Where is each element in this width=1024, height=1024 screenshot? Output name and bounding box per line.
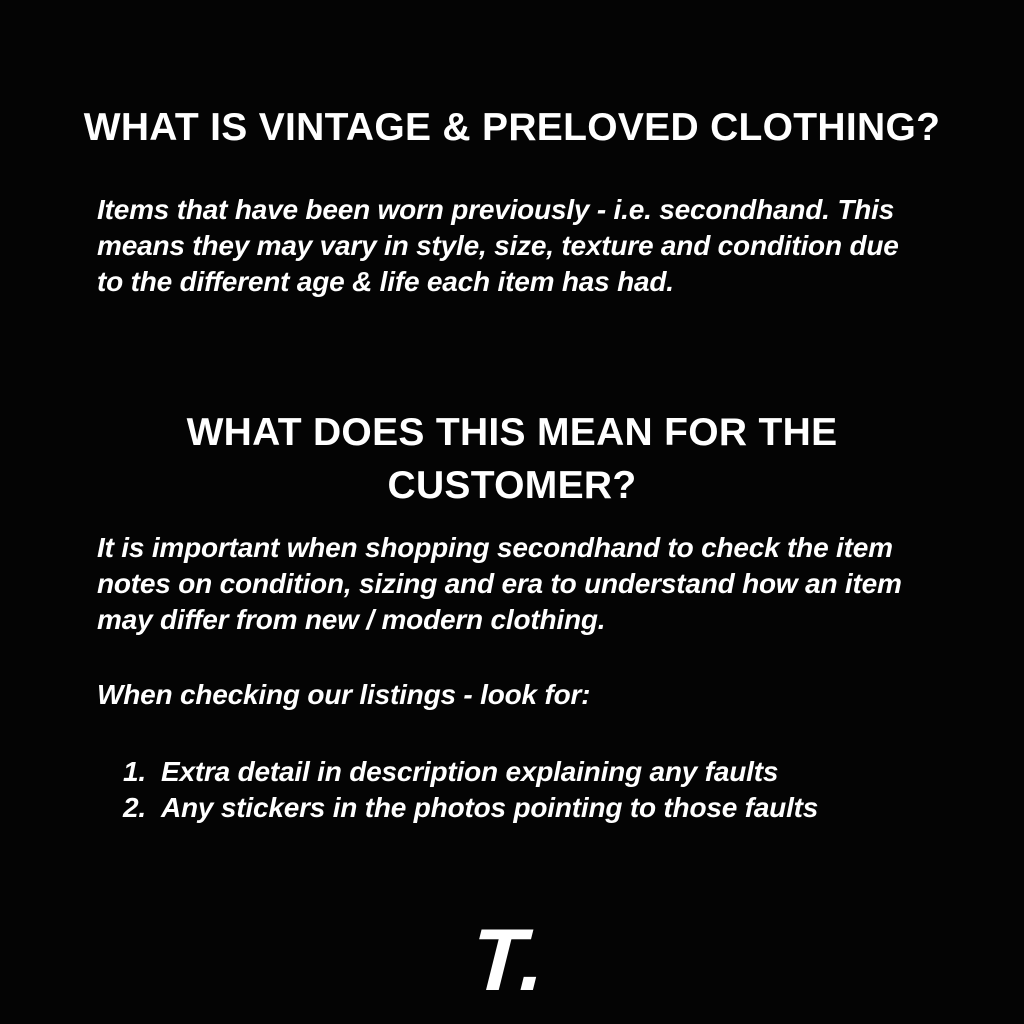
brand-logo-area (0, 910, 1024, 1009)
section-title-line: CUSTOMER? (387, 464, 637, 508)
brand-logo-t-mark: T. (460, 910, 564, 1009)
list-item-text: Extra detail in description explaining any faults (161, 756, 779, 787)
section-title-customer (0, 406, 1024, 512)
intro-paragraph (97, 192, 899, 300)
list-item-text: Any stickers in the photos pointing to those faults (161, 792, 819, 823)
intro-line: to the different age & life each item has had. (97, 266, 674, 297)
customer-info-line: may differ from new / modern clothing. (97, 604, 606, 635)
customer-info-paragraph (97, 530, 902, 638)
customer-info-line: It is important when shopping secondhand to check the item (97, 532, 893, 563)
list-item (123, 790, 818, 826)
page-title: WHAT IS VINTAGE & PRELOVED CLOTHING? (83, 106, 941, 150)
customer-info-line: notes on condition, sizing and era to understand how an item (97, 568, 902, 599)
section-title-line: WHAT DOES THIS MEAN FOR THE (186, 411, 838, 455)
list-item (123, 754, 818, 790)
list-item-number: 1. (123, 756, 146, 787)
listings-tip: When checking our listings - look for: (97, 679, 591, 710)
list-item-number: 2. (123, 792, 146, 823)
intro-line: Items that have been worn previously - i.e. secondhand. This (97, 194, 895, 225)
fault-checklist (123, 754, 818, 826)
intro-line: means they may vary in style, size, texture and condition due (97, 230, 899, 261)
